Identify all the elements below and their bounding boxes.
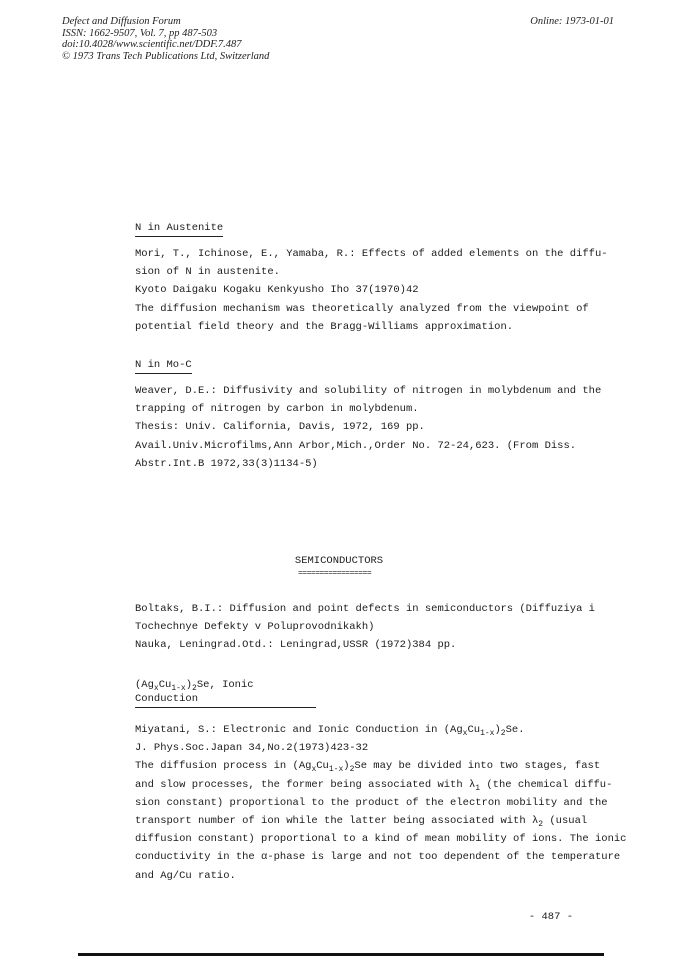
text-line: sion of N in austenite. [135,266,280,279]
text-line: transport number of ion while the latter being associated with $\lambda_2$ (usual [135,815,588,830]
semiconductors-title: SEMICONDUCTORS [294,555,384,567]
section-n-in-mo-c [135,358,602,473]
text-line: The diffusion process in $(Ag_xCu_{1-x})_2Se$ may be divided into two stages, fast [135,760,601,775]
section-heading: $(Ag_xCu_{1-x})_2Se$, Ionic Conduction [135,678,316,708]
issn-line: ISSN: 1662-9507, Vol. 7, pp 487-503 [62,27,218,39]
title-double-underline: ================= [298,569,372,578]
text-line: Avail.Univ.Microfilms,Ann Arbor,Mich.,Order No. 72-24,623. (From Diss. [135,439,577,452]
text-line: trapping of nitrogen by carbon in molybdenum. [135,403,419,416]
text-line: potential field theory and the Bragg-Williams approximation. [135,320,514,333]
text-line: sion constant) proportional to the product of the electron mobility and the [135,796,608,809]
text-line: Miyatani, S.: Electronic and Ionic Conduction in $(Ag_xCu_{1-x})_2Se$. [135,724,525,738]
text-line: conductivity in the α-phase is large and not too dependent of the temperature [135,851,621,864]
section-body [135,382,602,473]
text-line: Mori, T., Ichinose, E., Yamaba, R.: Effects of added elements on the diffu- [135,248,608,260]
online-date: Online: 1973-01-01 [530,16,614,27]
section-heading: N in Mo-C [135,358,192,374]
text-line: Kyoto Daigaku Kogaku Kenkyusho Iho 37(1970)42 [135,284,419,297]
section-n-in-austenite [135,221,608,336]
text-line: Nauka, Leningrad.Otd.: Leningrad,USSR (1972)384 pp. [135,639,457,652]
text-line: and Ag/Cu ratio. [135,869,236,882]
copyright-line: © 1973 Trans Tech Publications Ltd, Switzerland [62,50,270,62]
section-body [135,721,627,885]
text-line: diffusion constant) proportional to a kind of mean mobility of ions. The ionic [135,833,627,846]
text-line: The diffusion mechanism was theoretically analyzed from the viewpoint of [135,302,589,315]
text-line: Weaver, D.E.: Diffusivity and solubility of nitrogen in molybdenum and the [135,385,602,397]
section-agcuse-ionic-conduction [135,678,627,885]
section-heading: N in Austenite [135,221,223,237]
section-body [135,245,608,336]
doi-line: doi:10.4028/www.scientific.net/DDF.7.487 [62,39,242,50]
text-line: Thesis: Univ. California, Davis, 1972, 169 pp. [135,421,425,434]
text-line: Abstr.Int.B 1972,33(3)1134-5) [135,457,318,470]
section-boltaks [135,600,595,655]
journal-header [62,16,269,62]
text-line: Boltaks, B.I.: Diffusion and point defects in semiconductors (Diffuziya i [135,603,595,615]
text-line: J. Phys.Soc.Japan 34,No.2(1973)423-32 [135,742,369,755]
page-number: - 487 - [528,911,573,923]
bottom-rule [78,953,604,956]
text-line: Tochechnye Defekty v Poluprovodnikakh) [135,621,375,634]
text-line: and slow processes, the former being associated with $\lambda_1$ (the chemical diffu- [135,778,613,793]
journal-name: Defect and Diffusion Forum [62,16,181,27]
